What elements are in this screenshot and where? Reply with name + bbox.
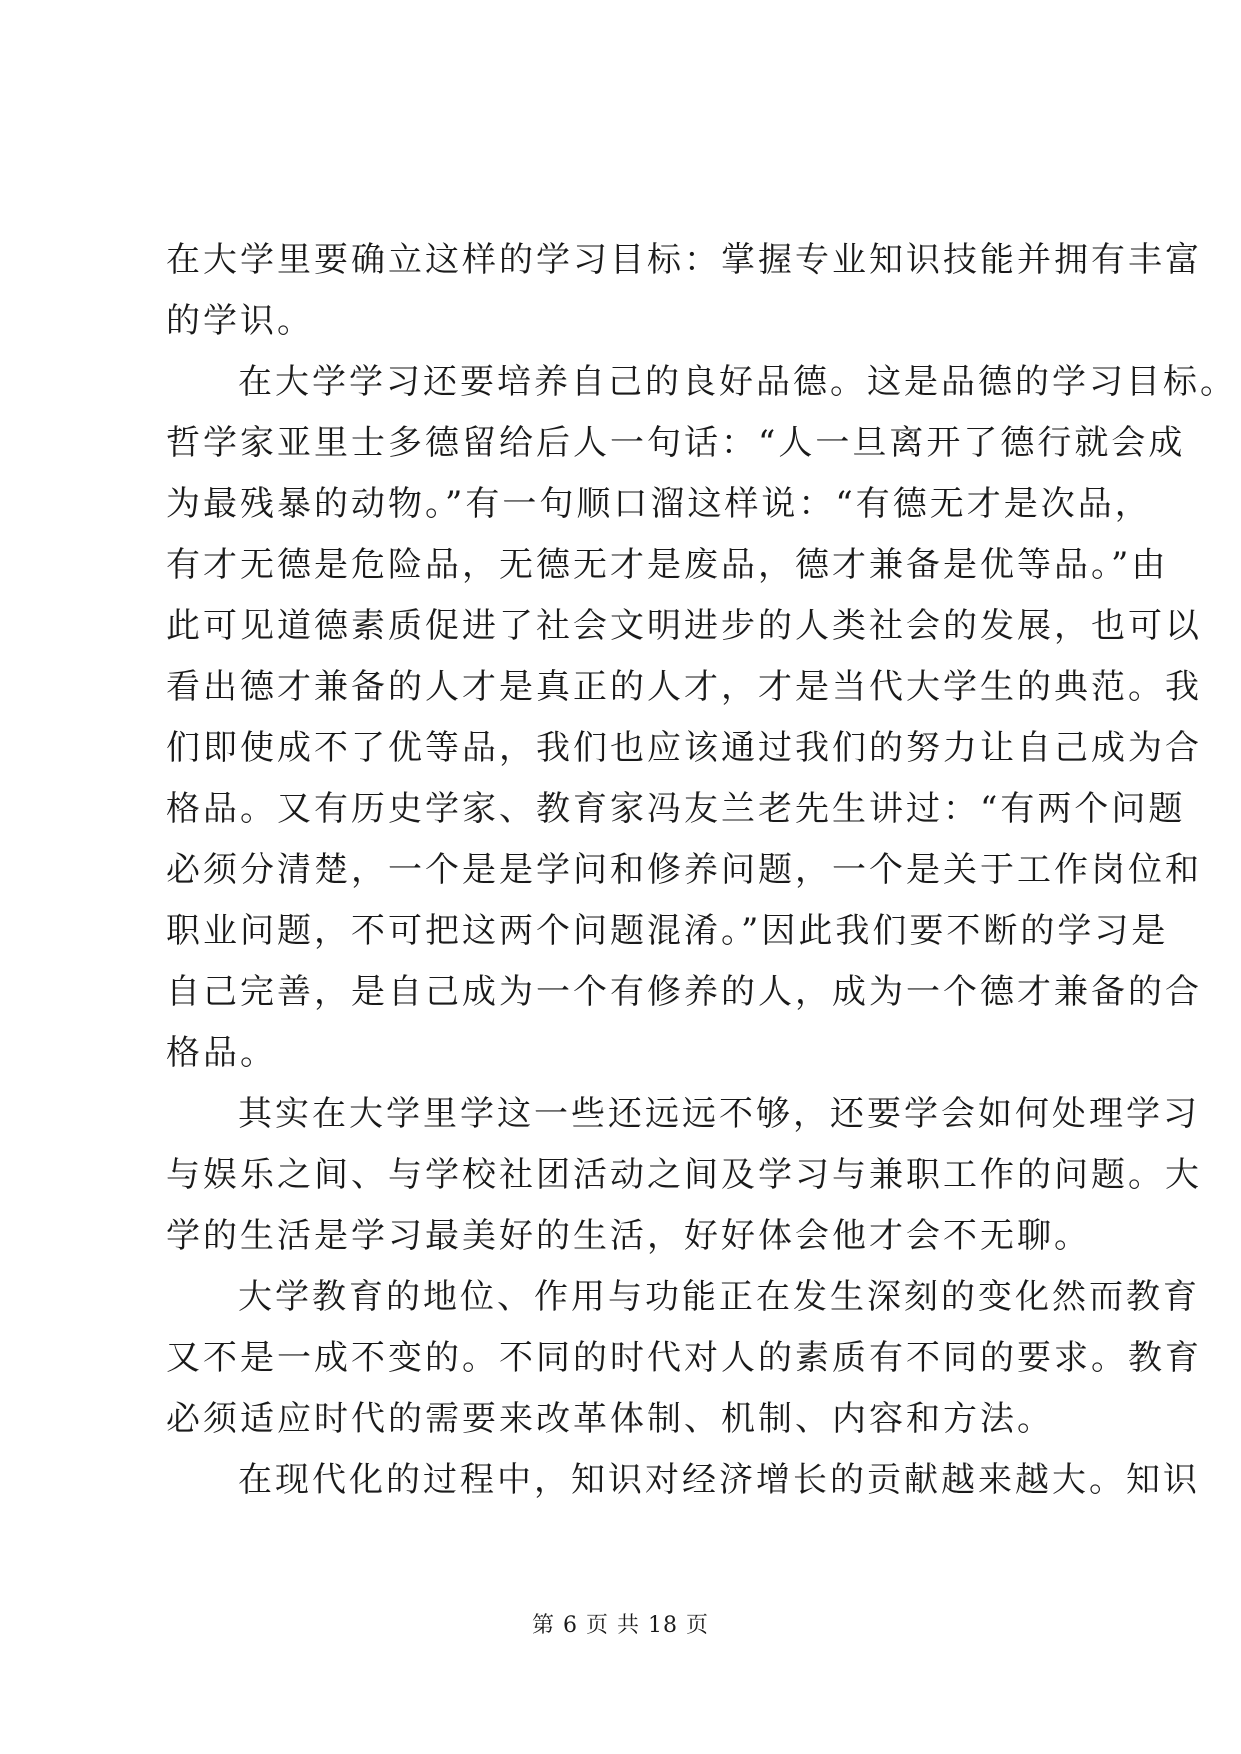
paragraph-start-line: 其实在大学里学这一些还远远不够，还要学会如何处理学习 bbox=[238, 1094, 1200, 1134]
text-line: 职业问题，不可把这两个问题混淆。”因此我们要不断的学习是 bbox=[166, 911, 1169, 951]
text-line: 看出德才兼备的人才是真正的人才，才是当代大学生的典范。我 bbox=[166, 667, 1202, 707]
text-line: 此可见道德素质促进了社会文明进步的人类社会的发展，也可以 bbox=[166, 606, 1202, 646]
text-line: 必须分清楚，一个是是学问和修养问题，一个是关于工作岗位和 bbox=[166, 850, 1202, 890]
text-line: 自己完善，是自己成为一个有修养的人，成为一个德才兼备的合 bbox=[166, 972, 1202, 1012]
paragraph-start-line: 在现代化的过程中，知识对经济增长的贡献越来越大。知识 bbox=[238, 1460, 1200, 1500]
paragraph-start-line: 大学教育的地位、作用与功能正在发生深刻的变化然而教育 bbox=[238, 1277, 1200, 1317]
paragraph-start-line: 在大学学习还要培养自己的良好品德。这是品德的学习目标。 bbox=[238, 362, 1237, 402]
text-line: 格品。又有历史学家、教育家冯友兰老先生讲过：“有两个问题 bbox=[166, 789, 1186, 829]
text-line: 在大学里要确立这样的学习目标：掌握专业知识技能并拥有丰富 bbox=[166, 240, 1202, 280]
text-line: 又不是一成不变的。不同的时代对人的素质有不同的要求。教育 bbox=[166, 1338, 1202, 1378]
text-line: 与娱乐之间、与学校社团活动之间及学习与兼职工作的问题。大 bbox=[166, 1155, 1202, 1195]
text-line: 有才无德是危险品，无德无才是废品，德才兼备是优等品。”由 bbox=[166, 545, 1169, 585]
text-line: 们即使成不了优等品，我们也应该通过我们的努力让自己成为合 bbox=[166, 728, 1202, 768]
text-line: 学的生活是学习最美好的生活，好好体会他才会不无聊。 bbox=[166, 1216, 1091, 1256]
text-line: 哲学家亚里士多德留给后人一句话：“人一旦离开了德行就会成 bbox=[166, 423, 1186, 463]
text-line: 的学识。 bbox=[166, 301, 314, 341]
text-line: 必须适应时代的需要来改革体制、机制、内容和方法。 bbox=[166, 1399, 1054, 1439]
text-line: 为最残暴的动物。”有一句顺口溜这样说：“有德无才是次品， bbox=[166, 484, 1152, 524]
page-number-footer: 第 6 页 共 18 页 bbox=[532, 1613, 709, 1638]
text-line: 格品。 bbox=[166, 1033, 277, 1073]
body-text bbox=[166, 230, 1237, 1511]
